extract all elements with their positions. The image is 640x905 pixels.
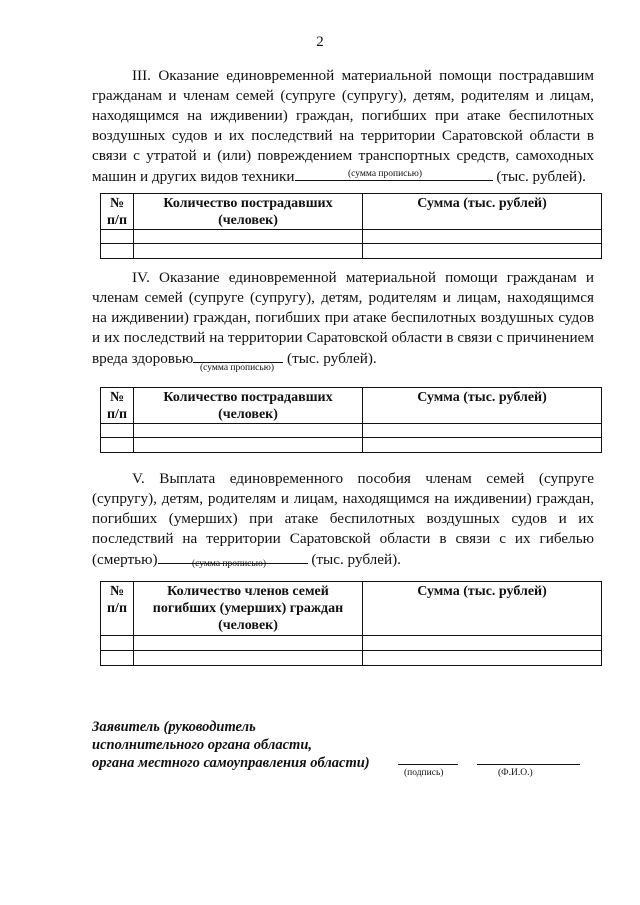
col-num-header: № п/п	[101, 194, 134, 230]
applicant-line-3: органа местного самоуправления области)	[92, 755, 370, 771]
section-4-amount-field[interactable]	[193, 348, 283, 363]
section-3-unit: (тыс. рублей).	[492, 168, 586, 185]
section-4-amount-hint: (сумма прописью)	[200, 363, 274, 373]
col-count-header: Количество пострадавших (человек)	[134, 194, 363, 230]
section-4-text	[92, 268, 594, 369]
table-row[interactable]	[101, 636, 602, 651]
applicant-block	[92, 718, 370, 772]
col-num-header: № п/п	[101, 388, 134, 424]
table-row[interactable]	[101, 651, 602, 666]
name-hint: (Ф.И.О.)	[498, 768, 533, 778]
section-3-text	[92, 66, 594, 187]
section-5-table	[100, 581, 602, 666]
section-4-table	[100, 387, 602, 453]
section-4-body: IV. Оказание единовременной материальной помощи гражданам и членам семей (супруге (супругу), детям, родителям и лицам, находящимся на иждивении) граждан, погибших при атаке беспилотных воздушных судов и их последствий на территории Саратовской области в связи с причинением вреда здоровью	[92, 269, 594, 367]
col-sum-header: Сумма (тыс. рублей)	[363, 388, 602, 424]
section-3-table	[100, 193, 602, 259]
table-row[interactable]	[101, 230, 602, 244]
section-5-amount-hint: (сумма прописью)	[192, 559, 266, 569]
applicant-line-1: Заявитель (руководитель	[92, 719, 256, 735]
page-number: 2	[316, 34, 324, 50]
section-5-unit: (тыс. рублей).	[307, 551, 401, 568]
table-row[interactable]	[101, 244, 602, 259]
signature-field[interactable]	[398, 764, 458, 765]
section-5-body: V. Выплата единовременного пособия членам семей (супруге (супругу), детям, родителям и лицам, находящимся на иждивении) граждан, погибших (умерших) при атаке беспилотных воздушных судов и их последствий на территории Саратовской области в связи с их гибелью (смертью)	[92, 470, 594, 568]
signature-hint: (подпись)	[404, 768, 444, 778]
col-sum-header: Сумма (тыс. рублей)	[363, 582, 602, 636]
col-count-header: Количество пострадавших (человек)	[134, 388, 363, 424]
col-count-header: Количество членов семей погибших (умерших) граждан (человек)	[134, 582, 363, 636]
section-5-text	[92, 469, 594, 570]
section-4-unit: (тыс. рублей).	[283, 350, 377, 367]
applicant-line-2: исполнительного органа области,	[92, 737, 313, 753]
table-row[interactable]	[101, 438, 602, 453]
section-3-body: III. Оказание единовременной материальной помощи пострадавшим гражданам и членам семей (супруге (супругу), детям, родителям и лицам, находящимся на иждивении) граждан, погибших при атаке беспилотных воздушных судов и их последствий на территории Саратовской области в связи с утратой и (или) повреждением транспортных средств, самоходных машин и других видов техники	[92, 67, 594, 185]
table-row[interactable]	[101, 424, 602, 438]
section-3-amount-hint: (сумма прописью)	[348, 169, 422, 179]
col-sum-header: Сумма (тыс. рублей)	[363, 194, 602, 230]
name-field[interactable]	[477, 764, 580, 765]
col-num-header: № п/п	[101, 582, 134, 636]
